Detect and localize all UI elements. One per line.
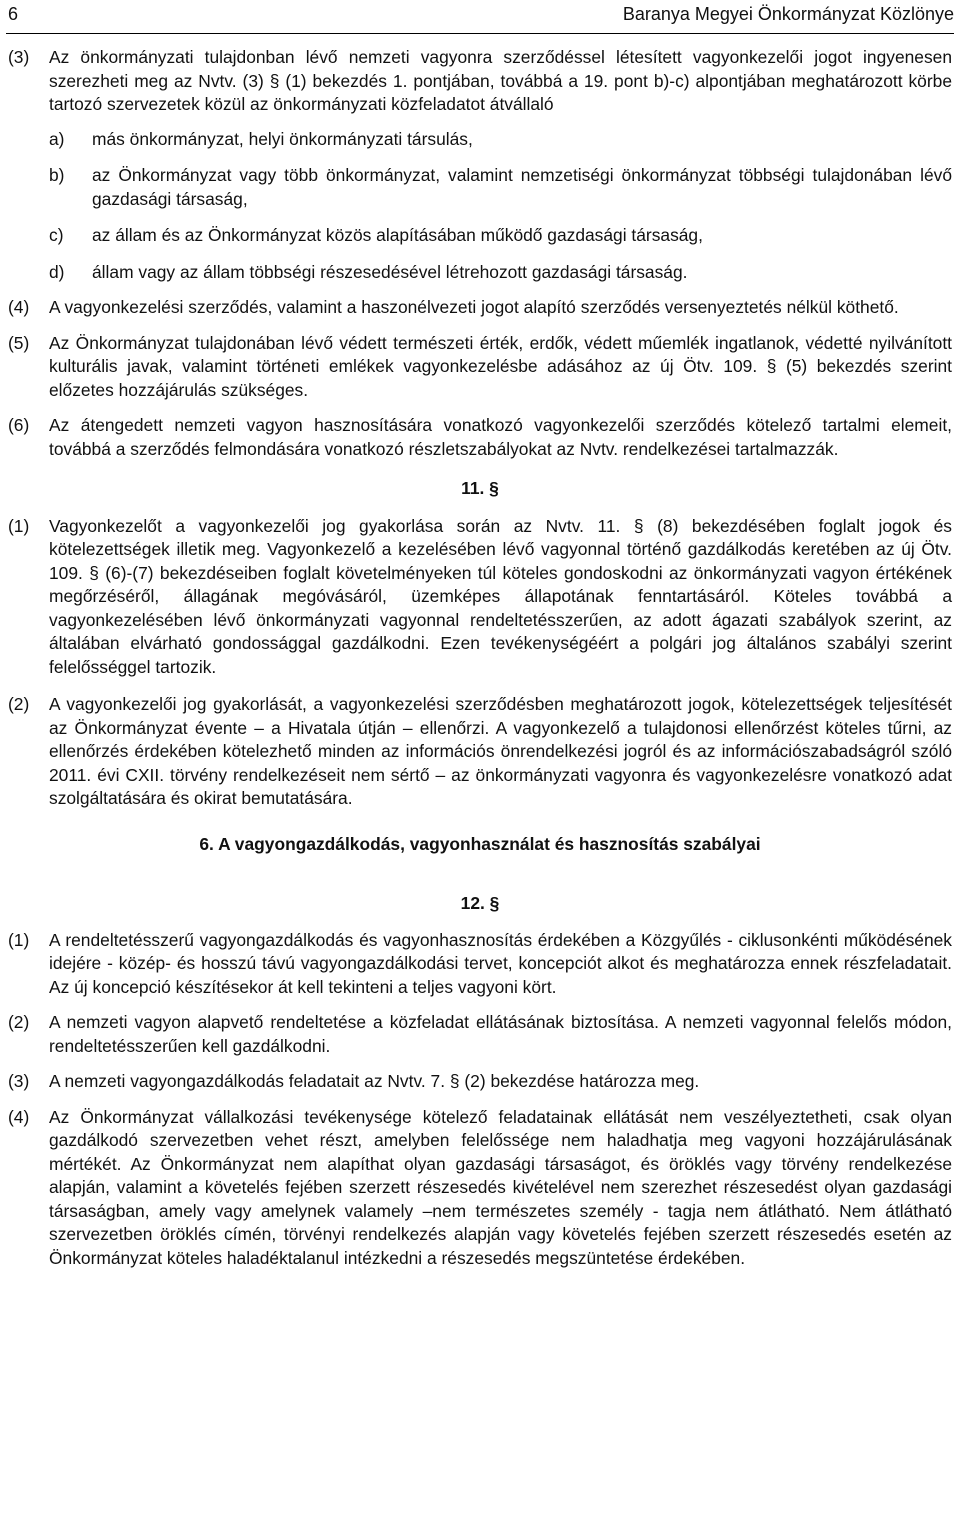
paragraph-number: (6) xyxy=(8,415,30,435)
section-heading: 11. § xyxy=(461,478,499,498)
paragraph-text: Az Önkormányzat tulajdonában lévő védett természeti érték, erdők, védett műemlék ingatlanok, védetté nyilvánított kulturális javak, valamint történeti emlékek vagyonkezelésbe adásához az új Ötv. 109. § (5) bekezdés szerint előzetes hozzájárulás szükséges. xyxy=(49,332,952,400)
list-item-text: az állam és az Önkormányzat közös alapításában működő gazdasági társaság, xyxy=(92,225,703,245)
paragraph-text: Az Önkormányzat vállalkozási tevékenysége kötelező feladatainak ellátását nem veszélyeztetheti, csak olyan gazdálkodó szervezetben vehet részt, amelyben felelőssége nem haladhatja meg vagyoni hozzájárulásának mértékét. Az Önkormányzat nem alapíthat olyan gazdasági társaságot, és öröklés vagy törvény rendelkezése alapján, valamint a követelés fejében szerzett részesedés kivételével nem szerezhet részesedést olyan gazdasági társaságban, amely vagy amelynek valamely –nem természetes személy - tagja nem átlátható. Nem átlátható szervezetben öröklés címén, törvényi rendelkezés alapján vagy követelés fejében szerzett részesedés esetén az Önkormányzat köteles haladéktalanul intézkedni a részesedés megszüntetése érdekében. xyxy=(49,1106,952,1268)
list-item-text: az Önkormányzat vagy több önkormányzat, valamint nemzetiségi önkormányzat többségi tulajdonában lévő gazdasági társaság, xyxy=(92,165,952,209)
paragraph xyxy=(0,515,960,680)
paragraph-text: Az önkormányzati tulajdonban lévő nemzeti vagyonra szerződéssel létesített vagyonkezelői jogot ingyenesen szerezheti meg az Nvtv. (3) § (1) bekezdés 1. pontjában, továbbá a 19. pont b)-c) alpontjában meghatározott körbe tartozó szervezetek közül az önkormányzati közfeladatot átvállaló xyxy=(49,47,952,114)
list-item-text: állam vagy az állam többségi részesedésével létrehozott gazdasági társaság. xyxy=(92,261,688,282)
paragraph-text: Az átengedett nemzeti vagyon hasznosítására vonatkozó vagyonkezelői szerződés kötelező tartalmi elemeit, továbbá a szerződés felmondására vonatkozó részletszabályokat az Nvtv. rendelkezései tartalmazzák. xyxy=(49,415,952,459)
paragraph-number: (2) xyxy=(8,694,30,714)
header-divider xyxy=(6,33,954,34)
paragraph xyxy=(0,1011,960,1058)
paragraph xyxy=(0,296,960,320)
paragraph-number: (3) xyxy=(8,1071,30,1091)
list-item xyxy=(0,128,960,152)
paragraph xyxy=(0,46,960,117)
list-item xyxy=(0,261,960,285)
list-item-label: a) xyxy=(49,128,65,149)
page-number: 6 xyxy=(8,4,19,24)
list-item xyxy=(0,164,960,211)
paragraph xyxy=(0,693,960,811)
paragraph xyxy=(0,1106,960,1271)
paragraph-number: (4) xyxy=(8,1106,30,1127)
document-body xyxy=(0,46,960,1282)
paragraph-number: (4) xyxy=(8,297,30,317)
paragraph-number: (1) xyxy=(8,929,30,950)
paragraph xyxy=(0,332,960,403)
page-header xyxy=(8,4,954,32)
paragraph xyxy=(0,1070,960,1094)
list-item-text: más önkormányzat, helyi önkormányzati társulás, xyxy=(92,128,473,149)
paragraph-text: Vagyonkezelőt a vagyonkezelői jog gyakorlása során az Nvtv. 11. § (8) bekezdésében foglalt jogok és kötelezettségek illetik meg. Vagyonkezelő a kezelésében lévő vagyonnal történő gazdálkodás keretében az új Ötv. 109. § (6)-(7) bekezdéseiben foglalt követelményeken túl köteles gondoskodni az önkormányzati vagyon értékének megőrzéséről, állagának megóvásáról, üzemképes állapotának fenntartásáról. Köteles továbbá a vagyonkezelésében lévő önkormányzati vagyonnal rendeltetésszerűen, az adott ágazati szabályok szerint, az általában elvárható gondossággal gazdálkodni. Ezen tevékenységéért a polgári jog általános szabályi szerint felelősséggel tartozik. xyxy=(49,515,952,677)
paragraph-number: (3) xyxy=(8,47,30,67)
paragraph-text: A nemzeti vagyongazdálkodás feladatait az Nvtv. 7. § (2) bekezdése határozza meg. xyxy=(49,1071,700,1091)
chapter-title: 6. A vagyongazdálkodás, vagyonhasználat és hasznosítás szabályai xyxy=(199,833,761,854)
paragraph-text: A rendeltetésszerű vagyongazdálkodás és vagyonhasznosítás érdekében a Közgyűlés - ciklusonkénti működésének idejére - közép- és hosszú távú vagyongazdálkodási tervet, koncepciót alkot és meghatározza ennek részfeladatait. Az új koncepció készítésekor át kell tekinteni a teljes vagyoni kört. xyxy=(49,929,952,997)
paragraph-number: (1) xyxy=(8,515,30,536)
paragraph xyxy=(0,414,960,461)
paragraph-text: A nemzeti vagyon alapvető rendeltetése a közfeladat ellátásának biztosítása. A nemzeti vagyonnal felelős módon, rendeltetésszerűen kell gazdálkodni. xyxy=(49,1012,952,1056)
paragraph-text: A vagyonkezelési szerződés, valamint a haszonélvezeti jogot alapító szerződés versenyeztetés nélkül köthető. xyxy=(49,297,899,317)
paragraph xyxy=(0,929,960,1000)
list-item xyxy=(0,224,960,248)
list-item-label: d) xyxy=(49,261,65,282)
list-item-label: b) xyxy=(49,165,65,185)
paragraph-number: (5) xyxy=(8,332,30,353)
paragraph-text: A vagyonkezelői jog gyakorlását, a vagyonkezelési szerződésben meghatározott jogok, kötelezettségek teljesítését az Önkormányzat évente – a Hivatala útján – ellenőrzi. A vagyonkezelő a tulajdonosi ellenőrzést köteles tűrni, az ellenőrzés érdekében kötelezhető minden az információs önrendelkezési jogról és az információszabadságról szóló 2011. évi CXII. törvény rendelkezéseit nem sértő – az önkormányzati vagyonra és vagyonkezelésre vonatkozó adat szolgáltatására és okirat bemutatására. xyxy=(49,694,952,808)
publication-title: Baranya Megyei Önkormányzat Közlönye xyxy=(622,4,954,24)
section-heading: 12. § xyxy=(460,893,500,913)
paragraph-number: (2) xyxy=(8,1012,30,1032)
list-item-label: c) xyxy=(49,225,64,245)
